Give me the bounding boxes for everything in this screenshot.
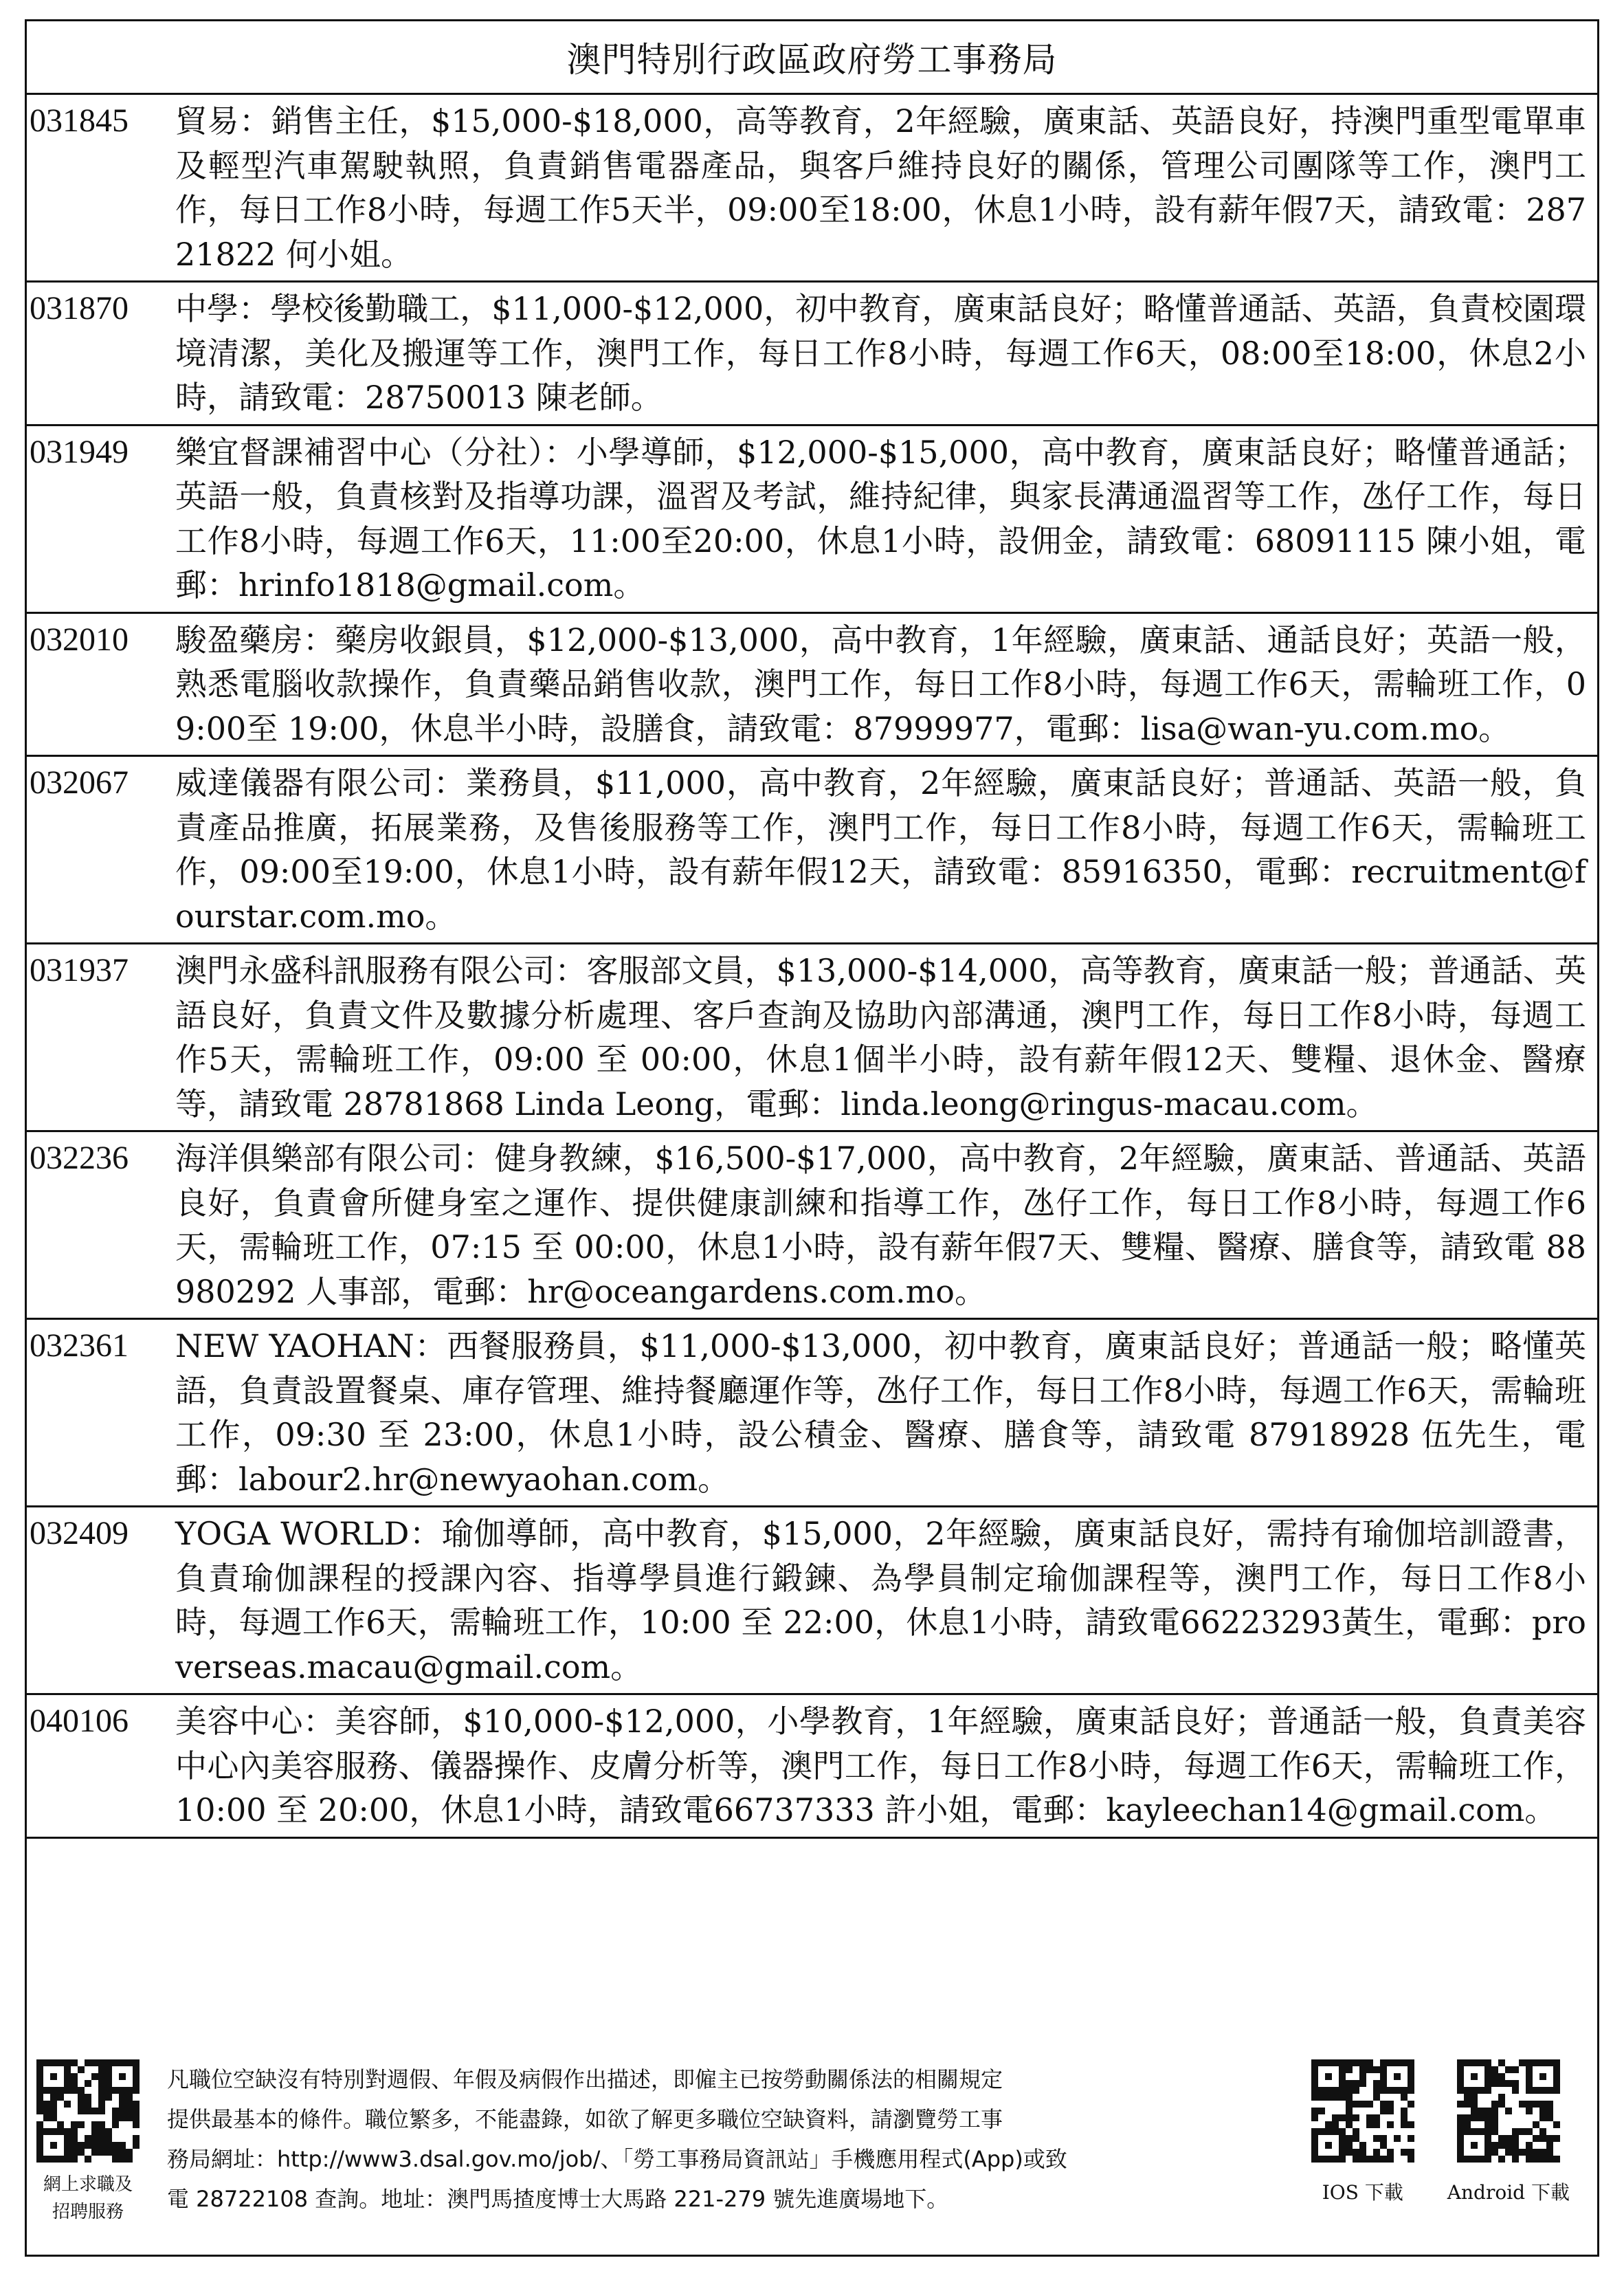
job-description: 駿盈藥房：藥房收銀員，$12,000-$13,000，高中教育，1年經驗，廣東話、通話良好；英語一般，熟悉電腦收款操作，負責藥品銷售收款，澳門工作，每日工作8小時，每週工作6天，需輪班工作，09:00至 19:00，休息半小時，設膳食，請致電：87999977，電郵：lisa@wan-yu.com.mo。	[175, 621, 1586, 747]
job-listing	[27, 426, 1597, 614]
job-code: 032067	[30, 764, 129, 801]
job-listing-page	[25, 19, 1599, 2257]
qr-code-icon[interactable]	[1457, 2059, 1560, 2163]
android-download-qr[interactable]	[1447, 2059, 1570, 2207]
online-job-service-qr[interactable]	[36, 2059, 140, 2226]
job-listing	[27, 1695, 1597, 1839]
job-code: 032409	[30, 1515, 129, 1551]
job-description: 海洋俱樂部有限公司：健身教練，$16,500-$17,000，高中教育，2年經驗，廣東話、普通話、英語良好，負責會所健身室之運作、提供健康訓練和指導工作，氹仔工作，每日工作8小時，每週工作6天，需輪班工作，07:15 至 00:00，休息1小時，設有薪年假7天、雙糧、醫療、膳食等，請致電 88980292 人事部，電郵：hr@oceangardens.com.mo。	[175, 1140, 1586, 1310]
job-code: 031870	[30, 290, 129, 327]
job-code: 031949	[30, 433, 129, 470]
footer	[27, 2048, 1597, 2255]
qr-code-icon[interactable]	[36, 2059, 140, 2163]
job-listing	[27, 1132, 1597, 1320]
job-description: NEW YAOHAN：西餐服務員，$11,000-$13,000，初中教育，廣東話良好；普通話一般；略懂英語，負責設置餐桌、庫存管理、維持餐廳運作等，氹仔工作，每日工作8小時，每週工作6天，需輪班工作，09:30 至 23:00，休息1小時，設公積金、醫療、膳食等，請致電 87918928 伍先生，電郵：labour2.hr@newyaohan.com。	[175, 1327, 1586, 1498]
qr-caption-line: 網上求職及	[43, 2174, 133, 2195]
job-description: 威達儀器有限公司：業務員，$11,000，高中教育，2年經驗，廣東話良好；普通話、英語一般，負責產品推廣，拓展業務，及售後服務等工作，澳門工作，每日工作8小時，每週工作6天，需輪班工作，09:00至19:00，休息1小時，設有薪年假12天，請致電：85916350，電郵：recruitment@fourstar.com.mo。	[175, 764, 1586, 935]
job-description: 貿易：銷售主任，$15,000-$18,000，高等教育，2年經驗，廣東話、英語良好，持澳門重型電單車及輕型汽車駕駛執照，負責銷售電器產品，與客戶維持良好的關係，管理公司團隊等工作，澳門工作，每日工作8小時，每週工作5天半，09:00至18:00，休息1小時，設有薪年假7天，請致電：28721822 何小姐。	[175, 102, 1586, 273]
qr-caption-line: 招聘服務	[52, 2202, 124, 2222]
job-code: 032010	[30, 621, 129, 658]
job-listing	[27, 1320, 1597, 1507]
job-listing	[27, 95, 1597, 283]
android-download-caption: Android 下載	[1447, 2181, 1570, 2204]
notice-line: 電 28722108 查詢。地址：澳門馬揸度博士大馬路 221-279 號先進廣場地下。	[167, 2186, 949, 2212]
footer-notice	[167, 2059, 1277, 2219]
ios-download-qr[interactable]	[1311, 2059, 1414, 2207]
job-description: 中學：學校後勤職工，$11,000-$12,000，初中教育，廣東話良好；略懂普通話、英語，負責校園環境清潔，美化及搬運等工作，澳門工作，每日工作8小時，每週工作6天，08:00至18:00，休息2小時，請致電：28750013 陳老師。	[175, 290, 1586, 416]
ios-download-caption: IOS 下載	[1322, 2181, 1403, 2204]
notice-line: 提供最基本的條件。職位繁多，不能盡錄，如欲了解更多職位空缺資料，請瀏覽勞工事	[167, 2106, 1003, 2132]
job-description: 樂宜督課補習中心（分社）：小學導師，$12,000-$15,000，高中教育，廣東話良好；略懂普通話；英語一般，負責核對及指導功課，溫習及考試，維持紀律，與家長溝通溫習等工作，氹仔工作，每日工作8小時，每週工作6天，11:00至20:00，休息1小時，設佣金，請致電：68091115 陳小姐，電郵：hrinfo1818@gmail.com。	[175, 433, 1586, 604]
job-description: 美容中心：美容師，$10,000-$12,000，小學教育，1年經驗，廣東話良好；普通話一般，負責美容中心內美容服務、儀器操作、皮膚分析等，澳門工作，每日工作8小時，每週工作6天，需輪班工作，10:00 至 20:00，休息1小時，請致電66737333 許小姐，電郵：kayleechan14@gmail.com。	[175, 1703, 1586, 1828]
job-listing	[27, 283, 1597, 426]
job-listing	[27, 757, 1597, 944]
notice-line: 凡職位空缺沒有特別對週假、年假及病假作出描述，即僱主已按勞動關係法的相關規定	[167, 2066, 1003, 2092]
qr-code-icon[interactable]	[1311, 2059, 1414, 2163]
job-listing	[27, 944, 1597, 1132]
job-listing	[27, 614, 1597, 758]
job-code: 031937	[30, 952, 129, 988]
page-title: 澳門特別行政區政府勞工事務局	[27, 21, 1597, 95]
job-code: 031845	[30, 102, 129, 139]
notice-line[interactable]: 務局網址：http://www3.dsal.gov.mo/job/、「勞工事務局資訊站」手機應用程式(App)或致	[167, 2146, 1067, 2172]
job-listings	[27, 95, 1597, 1839]
job-description: YOGA WORLD：瑜伽導師，高中教育，$15,000，2年經驗，廣東話良好，需持有瑜伽培訓證書，負責瑜伽課程的授課內容、指導學員進行鍛鍊、為學員制定瑜伽課程等，澳門工作，每日工作8小時，每週工作6天，需輪班工作，10:00 至 22:00，休息1小時，請致電66223293黃生，電郵：proverseas.macau@gmail.com。	[175, 1515, 1586, 1685]
job-code: 032361	[30, 1327, 129, 1364]
job-description: 澳門永盛科訊服務有限公司：客服部文員，$13,000-$14,000，高等教育，廣東話一般；普通話、英語良好，負責文件及數據分析處理、客戶查詢及協助內部溝通，澳門工作，每日工作8小時，每週工作5天，需輪班工作，09:00 至 00:00，休息1個半小時，設有薪年假12天、雙糧、退休金、醫療等，請致電 28781868 Linda Leong，電郵：linda.leong@ringus-macau.com。	[175, 952, 1586, 1123]
job-code: 040106	[30, 1703, 129, 1739]
job-code: 032236	[30, 1140, 129, 1176]
job-listing	[27, 1507, 1597, 1695]
